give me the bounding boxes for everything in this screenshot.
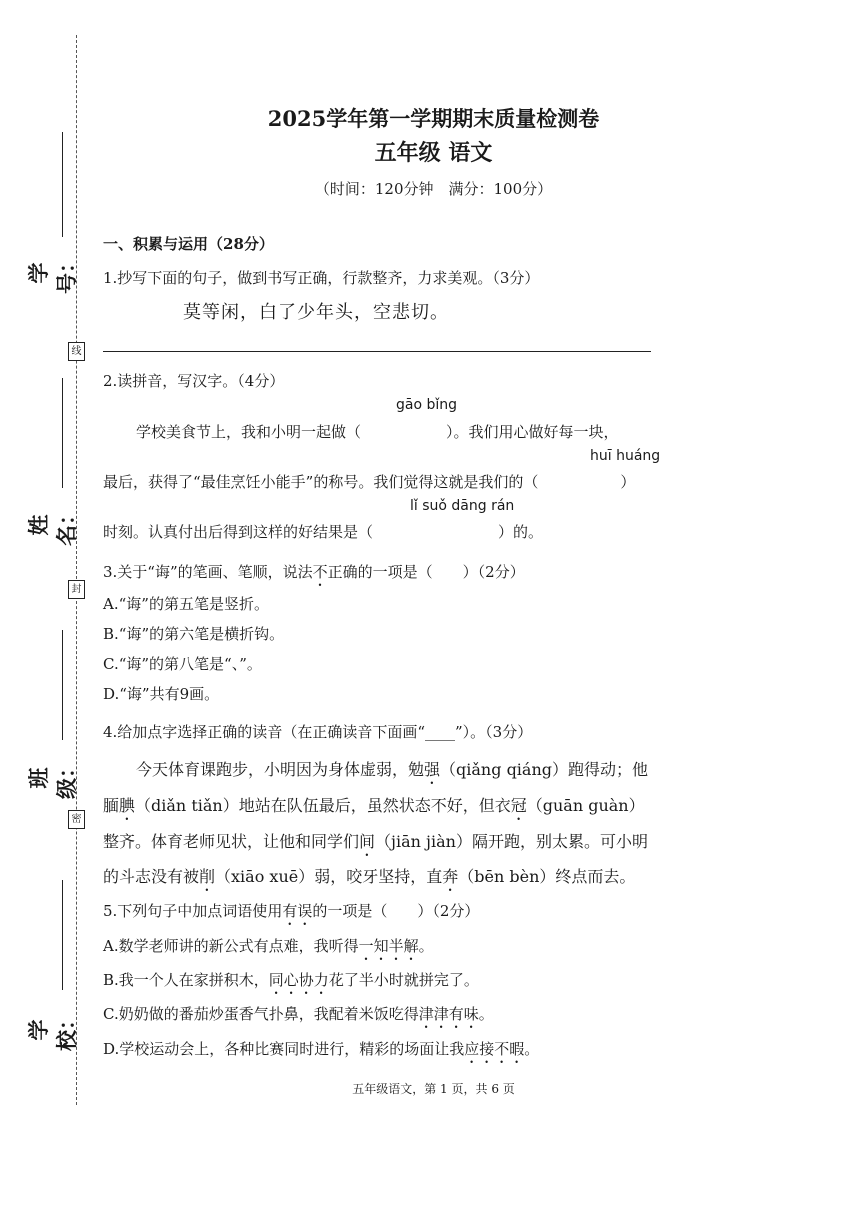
q1-writing-line[interactable] xyxy=(103,351,651,352)
q2-prompt: 2.读拼音，写汉字。（4分） xyxy=(103,372,285,390)
seal-mark-line: 线 xyxy=(68,342,85,361)
q5-option-a: A.数学老师讲的新公式有点难，我听得一知半解。 xyxy=(103,937,434,955)
q3-option-b: B.“诲”的第六笔是横折钩。 xyxy=(103,625,285,643)
q4-paragraph-line-1: 今天体育课跑步，小明因为身体虚弱，勉强（qiǎng qiáng）跑得动；他 xyxy=(136,760,649,779)
q5-prompt: 5.下列句子中加点词语使用有误的一项是（ ）（2分） xyxy=(103,902,480,920)
exam-meta: （时间：120分钟 满分：100分） xyxy=(314,180,553,198)
seal-mark-secret: 密 xyxy=(68,810,85,829)
q5-option-d: D.学校运动会上，各种比赛同时进行，精彩的场面让我应接不暇。 xyxy=(103,1040,540,1058)
q3-option-d: D.“诲”共有9画。 xyxy=(103,685,220,703)
q2-line-1: 学校美食节上，我和小明一起做（ ）。我们用心做好每一块， xyxy=(136,423,619,441)
seal-mark-seal: 封 xyxy=(68,580,85,599)
q2-pinyin-1: gāo bǐng xyxy=(396,397,458,413)
name-line xyxy=(62,378,63,488)
q5-option-c: C.奶奶做的番茄炒蛋香气扑鼻，我配着米饭吃得津津有味。 xyxy=(103,1005,494,1023)
q5-option-b: B.我一个人在家拼积木，同心协力花了半小时就拼完了。 xyxy=(103,971,479,989)
q2-line-2: 最后，获得了“最佳烹饪小能手”的称号。我们觉得这就是我们的（ ） xyxy=(103,473,636,491)
page-footer: 五年级语文，第 1 页，共 6 页 xyxy=(352,1082,515,1096)
class-line xyxy=(62,630,63,740)
exam-subtitle: 五年级 语文 xyxy=(374,140,493,166)
school-line xyxy=(62,880,63,990)
q4-paragraph-line-3: 整齐。体育老师见状，让他和同学们间（jiān jiàn）隔开跑，别太累。可小明 xyxy=(103,832,648,851)
q1-sentence: 莫等闲，白了少年头，空悲切。 xyxy=(183,302,449,323)
q4-paragraph-line-2: 腼腆（diǎn tiǎn）地站在队伍最后，虽然状态不好，但衣冠（guān guàn） xyxy=(103,796,645,815)
exam-title: 2025学年第一学期期末质量检测卷 xyxy=(267,106,600,131)
q2-line-3: 时刻。认真付出后得到这样的好结果是（ ）的。 xyxy=(103,523,544,541)
q3-option-c: C.“诲”的第八笔是“、”。 xyxy=(103,655,262,673)
q3-prompt: 3.关于“诲”的笔画、笔顺，说法不正确的一项是（ ）（2分） xyxy=(103,563,525,581)
class-label: 班级： xyxy=(27,757,79,799)
name-label: 姓名： xyxy=(27,504,79,546)
school-label: 学校： xyxy=(27,1009,79,1051)
q3-option-a: A.“诲”的第五笔是竖折。 xyxy=(103,595,269,613)
section-heading: 一、积累与运用（28分） xyxy=(103,235,274,253)
q1-prompt: 1.抄写下面的句子，做到书写正确，行款整齐，力求美观。（3分） xyxy=(103,269,540,287)
q4-prompt: 4.给加点字选择正确的读音（在正确读音下面画“____”）。（3分） xyxy=(103,723,533,741)
q2-pinyin-2: huī huáng xyxy=(590,448,661,464)
q4-paragraph-line-4: 的斗志没有被削（xiāo xuē）弱，咬牙坚持，直奔（bēn bèn）终点而去。 xyxy=(103,867,636,886)
q2-pinyin-3: lǐ suǒ dāng rán xyxy=(410,498,515,514)
student-no-label: 学号： xyxy=(27,252,79,294)
